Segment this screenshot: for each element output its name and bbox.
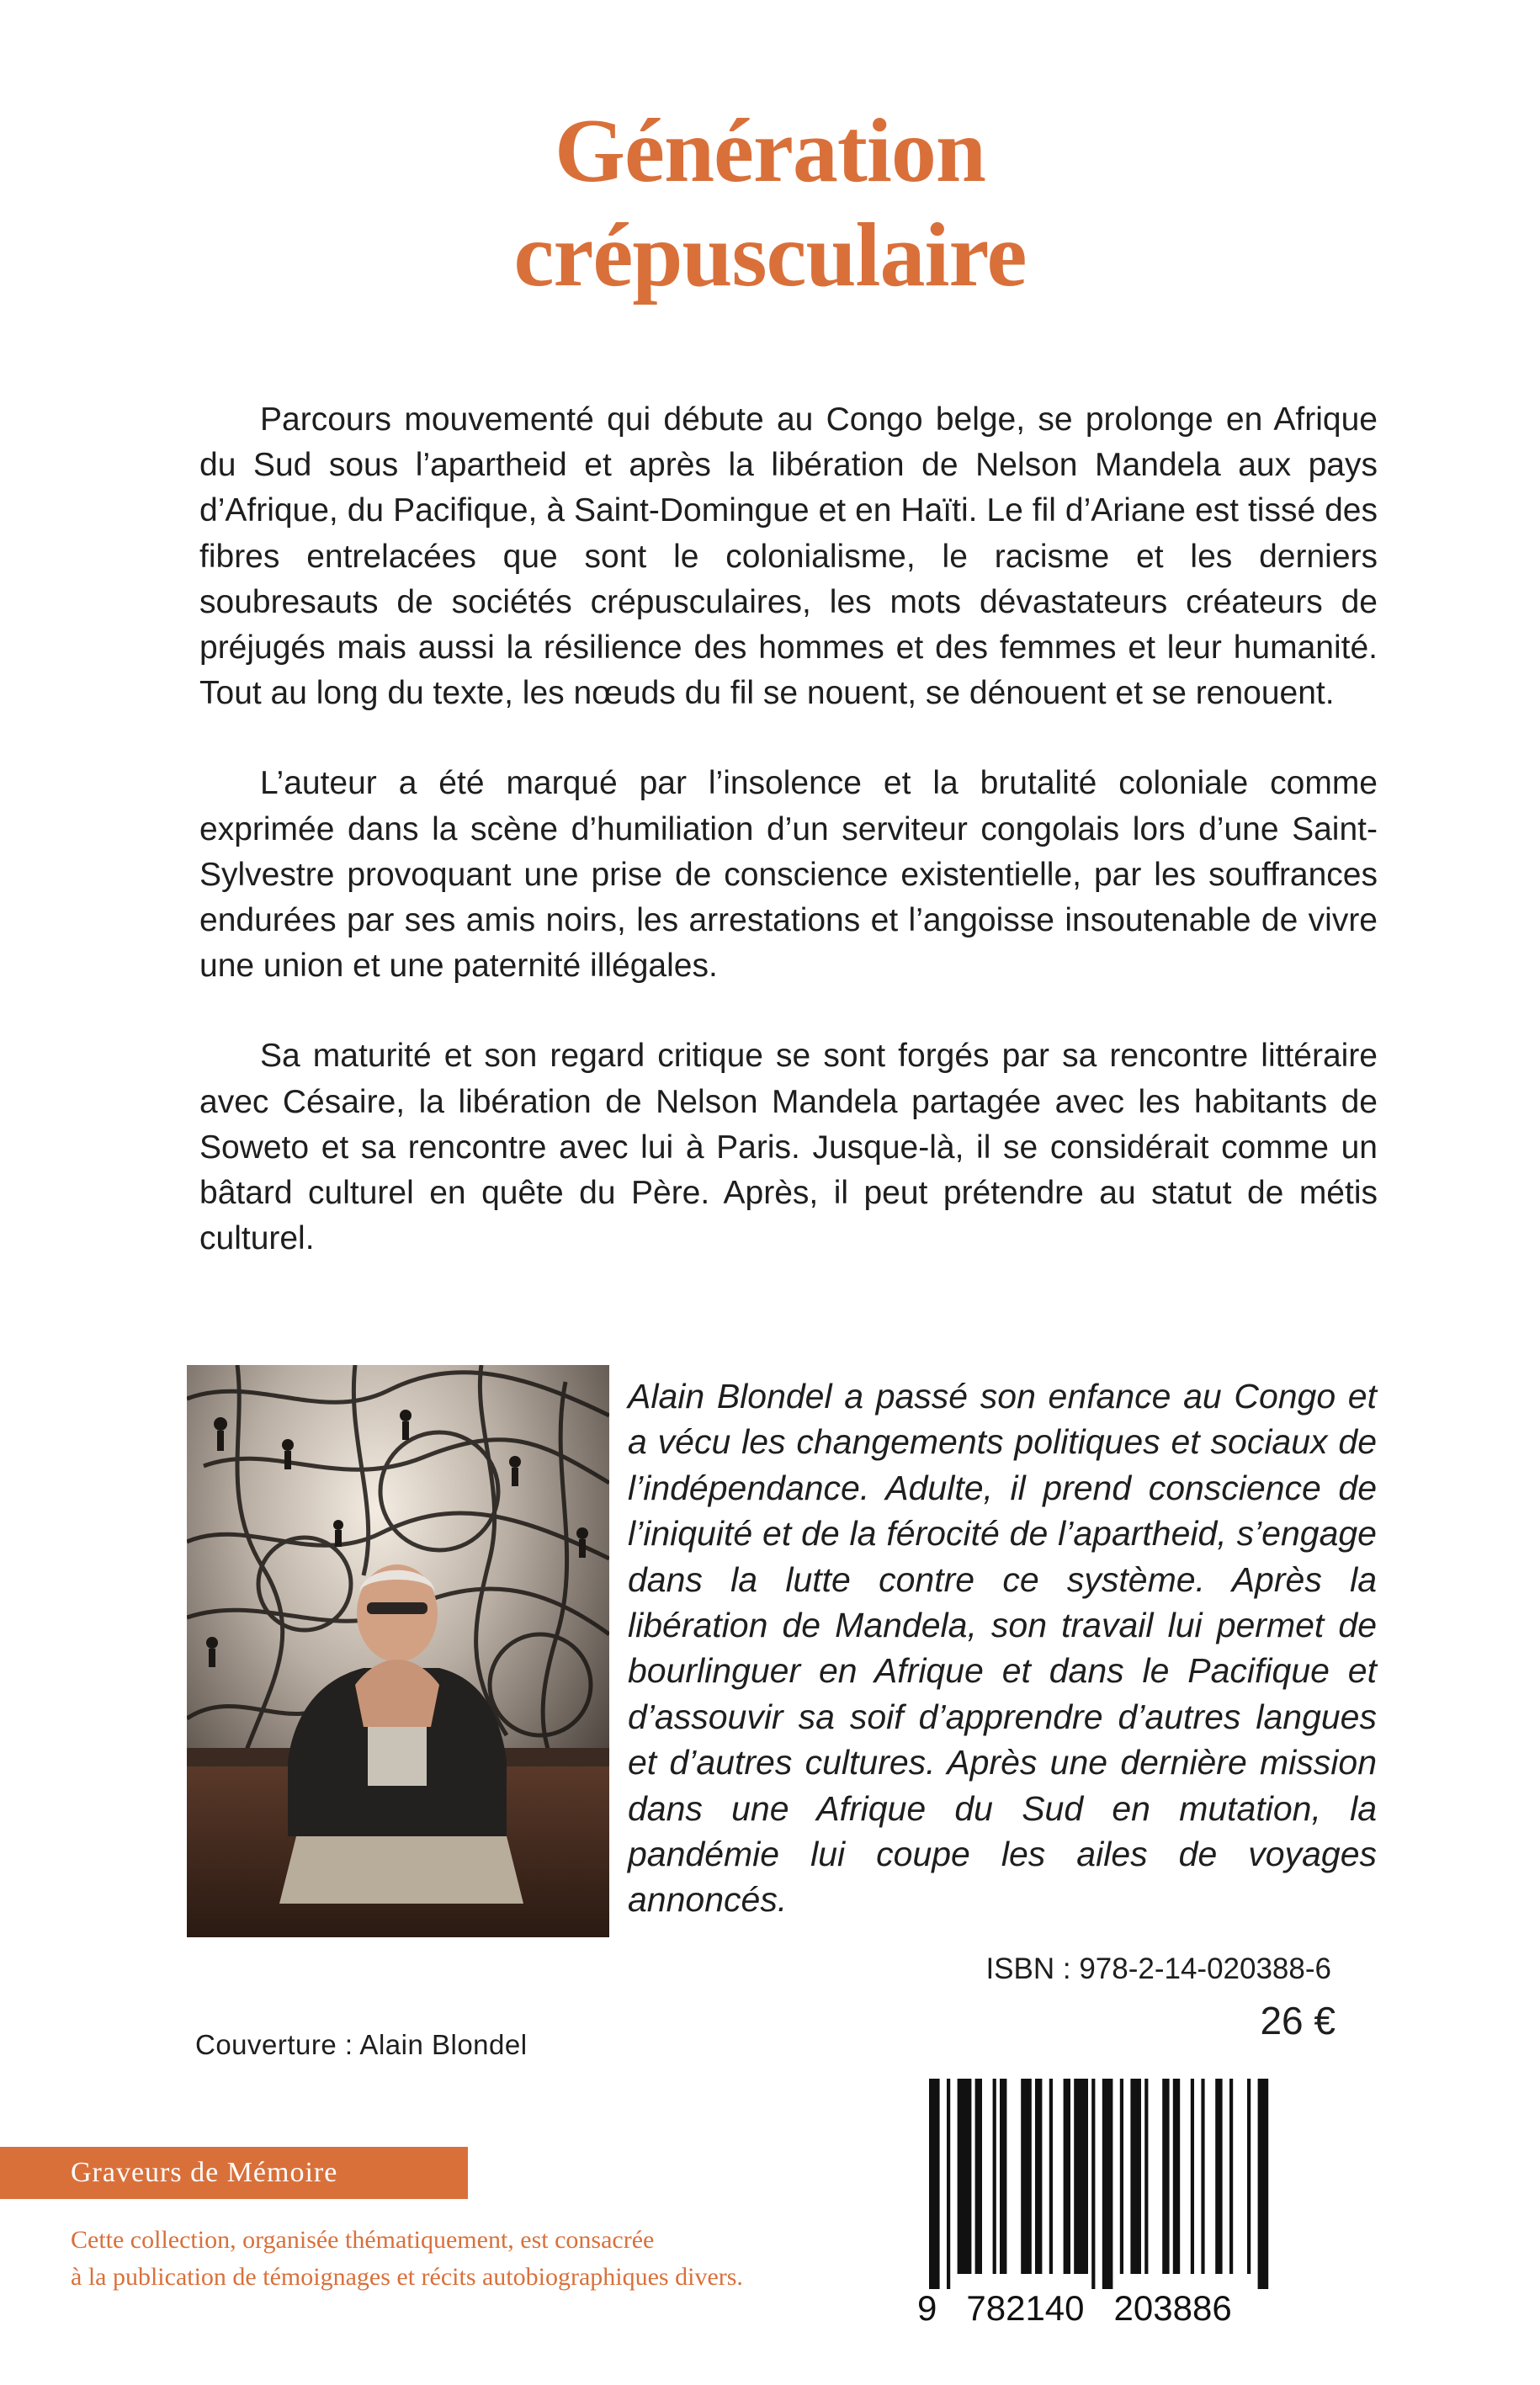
book-title-line-1: Génération [555,101,985,201]
barcode-bar [1247,2079,1251,2274]
barcode-digits: 9 782140 203886 [917,2288,1232,2328]
barcode-bars [912,2079,1308,2289]
barcode-bar [1120,2079,1123,2274]
barcode-bar [1229,2079,1233,2274]
barcode-bar [1021,2079,1032,2274]
collection-name: Graveurs de Mémoire [71,2157,338,2188]
barcode-bar [1035,2079,1042,2274]
barcode-bar [947,2079,950,2289]
barcode-bar [1258,2079,1269,2289]
synopsis [199,397,1378,1306]
collection-description-line-2: à la publication de témoignages et récits autobiographiques divers. [71,2263,743,2291]
barcode-bar [1064,2079,1070,2274]
book-title-line-2: crépusculaire [513,205,1027,305]
barcode-bar [958,2079,972,2274]
synopsis-paragraph-1: Parcours mouvementé qui débute au Congo belge, se prolonge en Afrique du Sud sous l’apartheid et après la libération de Nelson Mandela aux pays d’Afrique, du Pacifique, à Saint-Domingue et en Haïti. Le fil d’Ariane est tissé des fibres entrelacées que sont le colonialisme, le racisme et les derniers soubresauts de sociétés crépusculaires, les mots dévastateurs créateurs de préjugés mais aussi la résilience des hommes et des femmes et leur humanité. Tout au long du texte, les nœuds du fil se nouent, se dénouent et se renouent. [199,401,1378,712]
barcode-bar [1162,2079,1169,2274]
author-photo [187,1365,609,1937]
collection-description [71,2222,828,2296]
barcode-bar [1049,2079,1053,2274]
barcode-bar [1144,2079,1148,2274]
author-photo-image [187,1365,609,1937]
synopsis-paragraph-3: Sa maturité et son regard critique se sont forgés par sa rencontre littéraire avec Césaire, la libération de Nelson Mandela partagée avec les habitants de Soweto et sa rencontre avec lui à Paris. Jusque-là, il se considérait comme un bâtard culturel en quête du Père. Après, il peut prétendre au statut de métis culturel. [199,1038,1378,1257]
barcode-bar [975,2079,982,2274]
isbn: ISBN : 978-2-14-020388-6 [985,1952,1331,1985]
barcode-bar [1091,2079,1095,2289]
author-bio: Alain Blondel a passé son enfance au Congo et a vécu les changements politiques et sociaux de l’indépendance. Adulte, il prend conscience de l’iniquité et de la férocité de l’apartheid, s’engage dans la lutte contre ce système. Après la libération de Mandela, son travail lui permet de bourlinguer en Afrique et dans le Pacifique et d’assouvir sa soif d’apprendre d’autres langues et d’autres cultures. Après une dernière mission dans une Afrique du Sud en mutation, la pandémie lui coupe les ailes de voyages annoncés. [628,1377,1377,1920]
price: 26 € [1260,1999,1336,2042]
barcode-bar [1130,2079,1141,2274]
barcode-bar [929,2079,940,2289]
barcode-bar [1191,2079,1194,2274]
synopsis-paragraph-2: L’auteur a été marqué par l’insolence et la brutalité coloniale comme exprimée dans la scène d’humiliation d’un serviteur congolais lors d’une Saint-Sylvestre provoquant une prise de conscience existentielle, par les souffrances endurées par ses amis noirs, les arrestations et l’angoisse insoutenable de vivre une union et une paternité illégales. [199,765,1378,985]
collection-description-line-1: Cette collection, organisée thématiquement, est consacrée [71,2226,655,2254]
cover-credit: Couverture : Alain Blondel [195,2029,528,2060]
barcode-bar [1102,2079,1113,2289]
book-title [0,99,1540,308]
barcode-bar [1074,2079,1088,2274]
barcode-bar [1201,2079,1204,2274]
barcode-bar [1215,2079,1222,2274]
barcode-bar [1173,2079,1180,2274]
barcode-bar [993,2079,996,2274]
barcode-bar [1000,2079,1006,2274]
